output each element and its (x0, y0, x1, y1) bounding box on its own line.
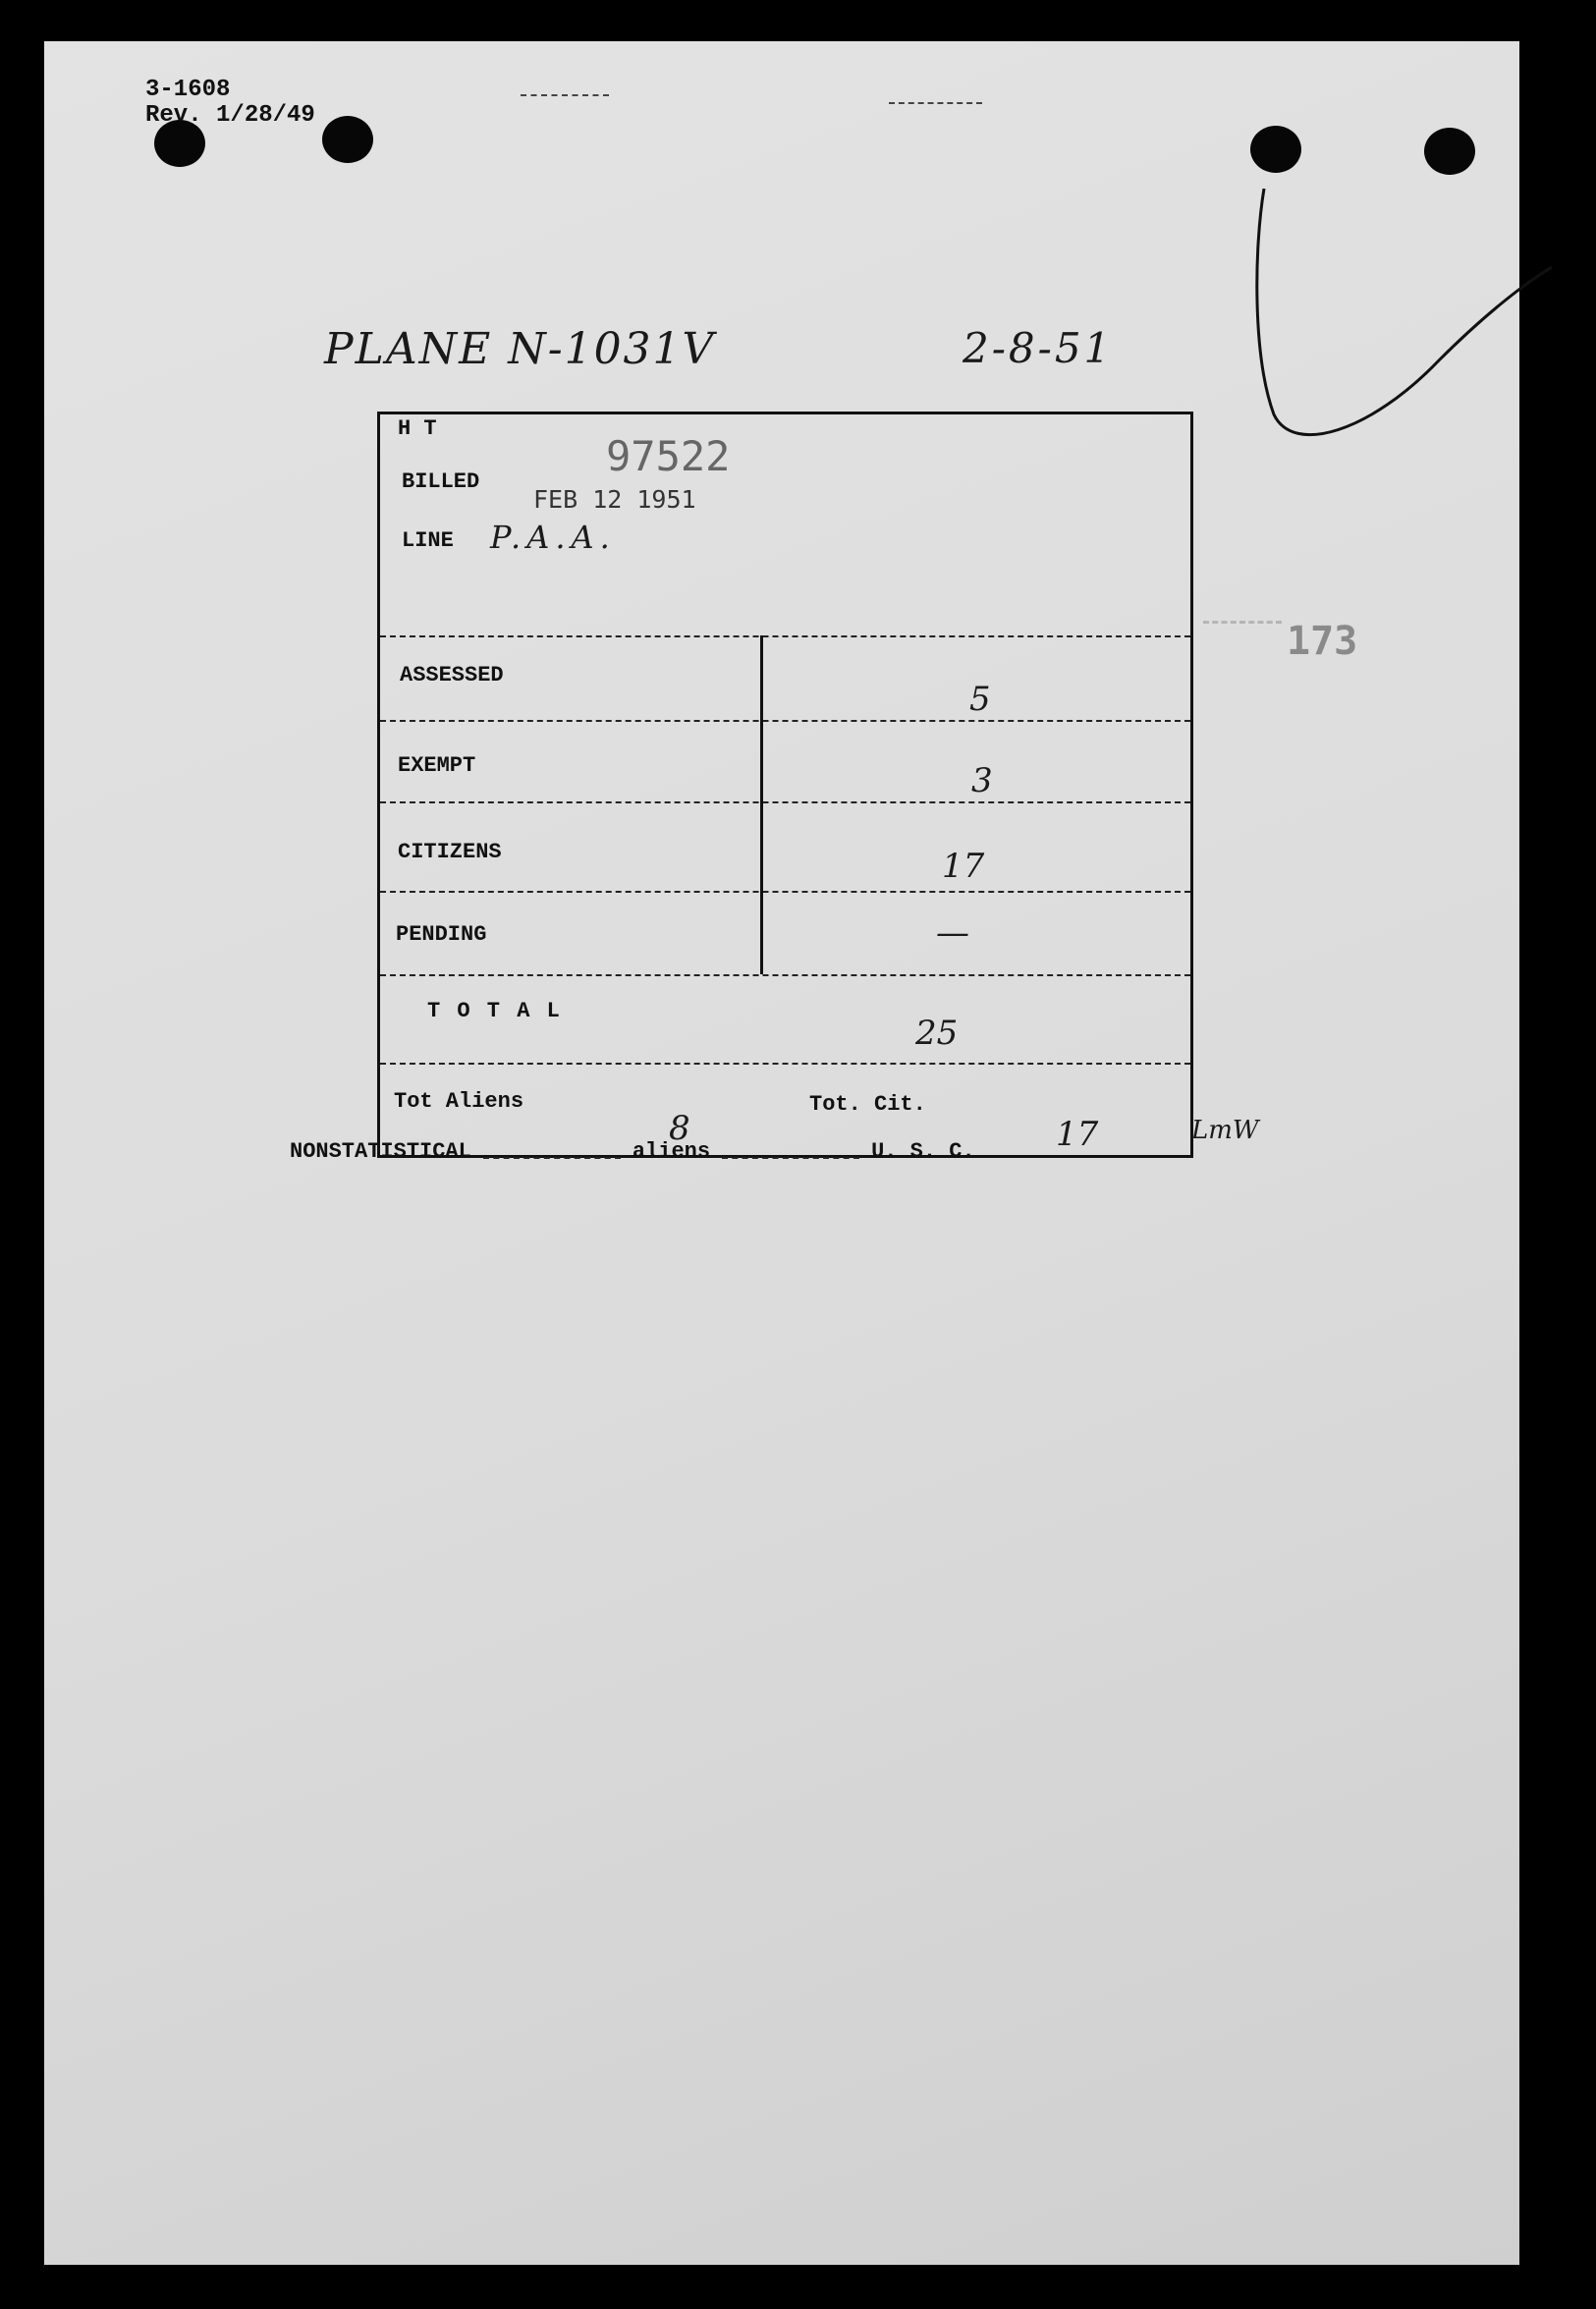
assessed-value: 5 (969, 680, 991, 719)
pending-label: PENDING (396, 922, 487, 947)
nonstatistical-label: NONSTATISTICAL (290, 1139, 471, 1164)
row-divider (380, 974, 1190, 976)
nonstatistical-blank (483, 1157, 621, 1159)
line-label: LINE (402, 528, 454, 553)
document-page (44, 41, 1519, 2265)
tot-cit-label: Tot. Cit. (809, 1092, 926, 1117)
exempt-label: EXEMPT (398, 753, 476, 778)
check-mark-icon (1252, 189, 1567, 493)
total-label: T O T A L (427, 999, 562, 1023)
row-divider (380, 1063, 1190, 1065)
usc-label: U. S. C. (871, 1139, 975, 1164)
billed-label: BILLED (402, 469, 480, 494)
form-revision: Rev. 1/28/49 (145, 102, 315, 129)
tot-cit-value: 17 (1056, 1115, 1099, 1154)
top-mark (889, 102, 982, 104)
ht-label: H T (398, 416, 437, 441)
row-divider (380, 891, 1190, 893)
aliens-blank (722, 1157, 859, 1159)
tot-aliens-label: Tot Aliens (394, 1089, 524, 1114)
pending-value: — (936, 913, 969, 953)
row-divider (380, 720, 1190, 722)
assessed-label: ASSESSED (400, 663, 504, 687)
aliens-label: aliens (632, 1139, 711, 1164)
stamp-smudge (1203, 621, 1282, 624)
initials: LmW (1191, 1116, 1259, 1145)
punch-hole (1424, 128, 1475, 175)
form-number: 3-1608 (145, 77, 231, 103)
nonstatistical-line (290, 1139, 975, 1164)
exempt-value: 3 (971, 761, 993, 800)
manifest-form (377, 412, 1193, 1158)
punch-hole (1250, 126, 1301, 173)
billed-date-stamp: FEB 12 1951 (533, 485, 696, 514)
line-value: P.A.A. (490, 519, 616, 556)
tot-aliens-value: 8 (669, 1109, 690, 1148)
number-stamp: 97522 (606, 432, 731, 480)
row-divider (380, 635, 1190, 637)
total-value: 25 (915, 1014, 959, 1053)
page-number-stamp: 173 (1287, 619, 1358, 664)
column-divider (760, 635, 763, 974)
plane-number: PLANE N-1031V (324, 324, 716, 374)
top-mark (521, 94, 609, 96)
punch-hole (322, 116, 373, 163)
citizens-label: CITIZENS (398, 840, 502, 864)
citizens-value: 17 (942, 847, 985, 886)
row-divider (380, 801, 1190, 803)
plane-date: 2-8-51 (963, 324, 1114, 372)
